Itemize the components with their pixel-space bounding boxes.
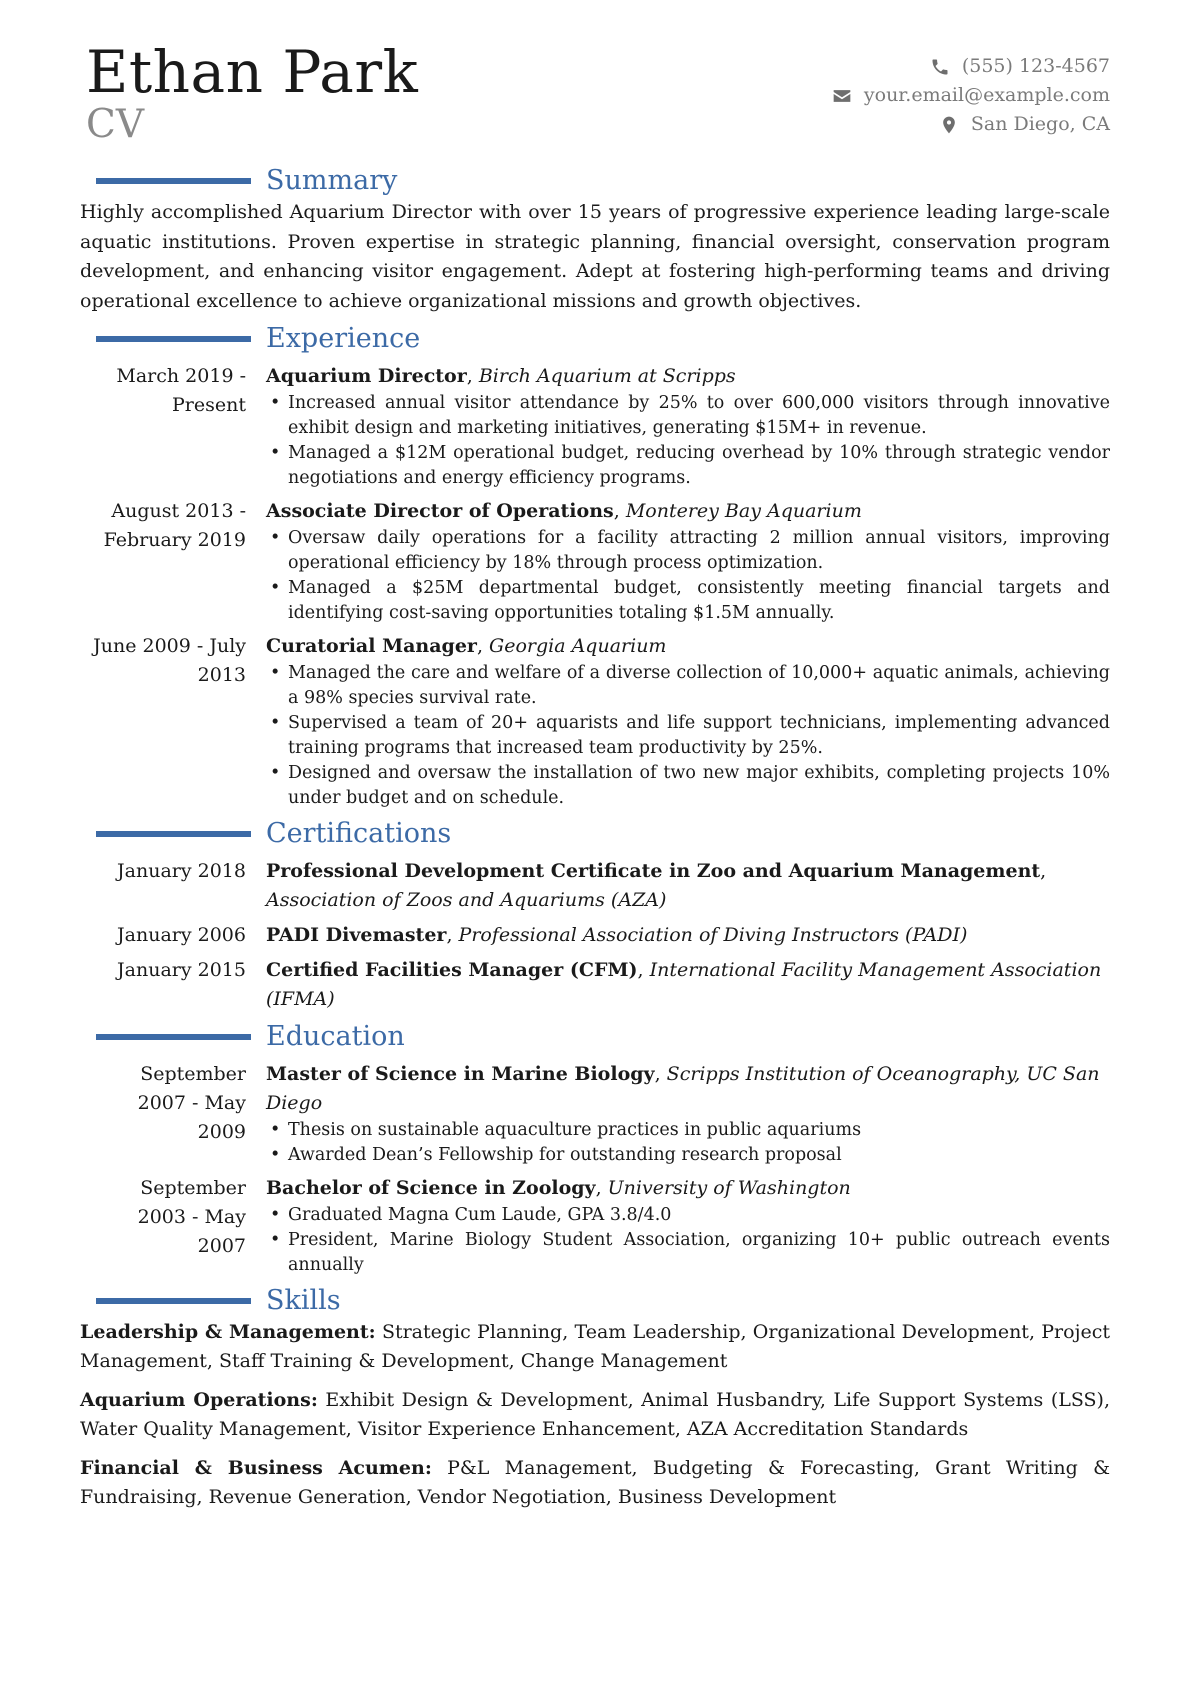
entry-date: January 2015 (117, 959, 246, 981)
contact-phone (832, 52, 1110, 81)
section-title: Certifications (266, 818, 452, 849)
section-header-experience (86, 322, 1110, 356)
contact-info (832, 52, 1110, 139)
cv-page (80, 38, 1111, 1522)
bullet-item: • Increased annual visitor attendance by 25% to over 600,000 visitors through innovative exhibit design and marketing initiatives, generating $15M+ in revenue. (266, 391, 1110, 441)
entry-body: Associate Director of Operations, Monterey Bay Aquarium • Oversaw daily operations for a facility attracting 2 million annual visitors, improving operational efficiency by 18% through process optimization. • Managed a $25M departmental budget, consistently meeting financial targets and identifying cost-saving opportunities totaling $1.5M annually. (266, 497, 1110, 626)
section-rule (96, 831, 251, 837)
entry-org: Georgia Aquarium (489, 635, 667, 657)
person-name: Ethan Park (86, 38, 419, 106)
bullet-item: • President, Marine Biology Student Association, organizing 10+ public outreach events annually (266, 1228, 1110, 1278)
section-title: Summary (266, 165, 398, 196)
entry-body: PADI Divemaster, Professional Association of Diving Instructors (PADI) (266, 924, 968, 946)
entry-body: Certified Facilities Manager (CFM), International Facility Management Association (IFMA) (266, 959, 1102, 1010)
bullet-item: • Managed a $12M operational budget, reducing overhead by 10% through strategic vendor negotiations and energy efficiency programs. (266, 441, 1110, 491)
entry-bullets (266, 1118, 1110, 1168)
section-rule (96, 336, 251, 342)
entry-date: September 2003 - May 2007 (137, 1177, 246, 1257)
entry-body: Aquarium Director, Birch Aquarium at Scripps • Increased annual visitor attendance by 25% to over 600,000 visitors through innovative exhibit design and marketing initiatives, generating $15M+ in revenue. • Managed a $12M operational budget, reducing overhead by 10% through strategic vendor negotiations and energy efficiency programs. (266, 362, 1110, 491)
section-header-skills (86, 1284, 1110, 1318)
skill-category: Aquarium Operations: (80, 1389, 318, 1411)
email-address[interactable]: your.email@example.com (863, 84, 1110, 106)
entry-title: Certified Facilities Manager (CFM) (266, 959, 638, 981)
section-header-education (86, 1020, 1110, 1054)
bullet-item: • Oversaw daily operations for a facility attracting 2 million annual visitors, improving operational efficiency by 18% through process optimization. (266, 526, 1110, 576)
section-title: Skills (266, 1285, 341, 1316)
section-header-certifications (86, 817, 1110, 851)
entry-title: Curatorial Manager (266, 635, 477, 657)
bullet-item: • Graduated Magna Cum Laude, GPA 3.8/4.0 (266, 1203, 1110, 1228)
entry-body: Curatorial Manager, Georgia Aquarium • Managed the care and welfare of a diverse collection of 10,000+ aquatic animals, achieving a 98% species survival rate. • Supervised a team of 20+ aquarists and life support technicians, implementing advanced training programs that increased team productivity by 25%. • Designed and oversaw the installation of two new major exhibits, completing projects 10% under budget and on schedule. (266, 632, 1110, 811)
entry-bullets (266, 1203, 1110, 1278)
cv-header (86, 40, 1110, 158)
skill-items: P&L Management, Budgeting & Forecasting, Grant Writing & Fundraising, Revenue Generation, Vendor Negotiation, Business Development (80, 1457, 1110, 1508)
contact-location (832, 110, 1110, 139)
education-entry (86, 1060, 1110, 1168)
experience-entry (86, 632, 1110, 811)
entry-title: Master of Science in Marine Biology (266, 1063, 655, 1085)
section-rule (96, 178, 251, 184)
section-rule (96, 1034, 251, 1040)
entry-org: Association of Zoos and Aquariums (AZA) (266, 889, 667, 911)
entry-org: Scripps Institution of Oceanography, UC San Diego (266, 1063, 1100, 1114)
skills-list (80, 1318, 1110, 1512)
entry-date: January 2018 (117, 860, 246, 882)
skill-group (80, 1454, 1110, 1512)
entry-org: Professional Association of Diving Instructors (PADI) (458, 924, 968, 946)
entry-title: PADI Divemaster (266, 924, 447, 946)
entry-date: June 2009 - July 2013 (93, 635, 246, 686)
bullet-item: • Supervised a team of 20+ aquarists and life support technicians, implementing advanced training programs that increased team productivity by 25%. (266, 711, 1110, 761)
experience-entry (86, 362, 1110, 491)
entry-title: Associate Director of Operations (266, 500, 614, 522)
entry-bullets (266, 391, 1110, 491)
entry-org: Monterey Bay Aquarium (625, 500, 862, 522)
skill-items: Strategic Planning, Team Leadership, Organizational Development, Project Management, Staff Training & Development, Change Management (80, 1321, 1110, 1372)
entry-date: September 2007 - May 2009 (137, 1063, 246, 1143)
entry-org: Birch Aquarium at Scripps (478, 365, 736, 387)
experience-entry (86, 497, 1110, 626)
certification-entry (86, 857, 1110, 915)
phone-icon (930, 57, 950, 77)
summary-text: Highly accomplished Aquarium Director with over 15 years of progressive experience leading large-scale aquatic institutions. Proven expertise in strategic planning, financial oversight, conservation program development, and enhancing visitor engagement. Adept at fostering high-performing teams and driving operational excellence to achieve organizational missions and growth objectives. (80, 201, 1110, 312)
bullet-item: • Designed and oversaw the installation of two new major exhibits, completing projects 10% under budget and on schedule. (266, 761, 1110, 811)
envelope-icon (832, 86, 852, 106)
entry-title: Aquarium Director (266, 365, 467, 387)
entry-title: Bachelor of Science in Zoology (266, 1177, 596, 1199)
bullet-item: • Thesis on sustainable aquaculture practices in public aquariums (266, 1118, 1110, 1143)
entry-body: Bachelor of Science in Zoology, University of Washington • Graduated Magna Cum Laude, GPA 3.8/4.0 • President, Marine Biology Student Association, organizing 10+ public outreach events annually (266, 1174, 1110, 1278)
section-title: Experience (266, 323, 421, 354)
entry-title: Professional Development Certificate in Zoo and Aquarium Management (266, 860, 1041, 882)
entry-date: March 2019 - Present (116, 365, 246, 416)
entry-org: International Facility Management Association (IFMA) (266, 959, 1102, 1010)
skill-category: Financial & Business Acumen: (80, 1457, 432, 1479)
entry-bullets (266, 661, 1110, 811)
phone-number[interactable]: (555) 123-4567 (961, 55, 1110, 77)
bullet-item: • Managed a $25M departmental budget, consistently meeting financial targets and identifying cost-saving opportunities totaling $1.5M annually. (266, 576, 1110, 626)
section-title: Education (266, 1021, 405, 1052)
map-pin-icon (939, 115, 959, 135)
bullet-item: • Managed the care and welfare of a diverse collection of 10,000+ aquatic animals, achieving a 98% species survival rate. (266, 661, 1110, 711)
education-entry (86, 1174, 1110, 1278)
entry-date: January 2006 (117, 924, 246, 946)
section-header-summary (86, 164, 1110, 198)
certification-entry (86, 921, 1110, 950)
location-text: San Diego, CA (970, 113, 1110, 135)
skill-category: Leadership & Management: (80, 1321, 376, 1343)
skill-group (80, 1318, 1110, 1376)
entry-bullets (266, 526, 1110, 626)
entry-org: University of Washington (607, 1177, 851, 1199)
section-rule (96, 1298, 251, 1304)
entry-date: August 2013 - February 2019 (103, 500, 246, 551)
entry-body: Master of Science in Marine Biology, Scripps Institution of Oceanography, UC San Diego • Thesis on sustainable aquaculture practices in public aquariums • Awarded Dean’s Fellowship for outstanding research proposal (266, 1060, 1110, 1168)
entry-body: Professional Development Certificate in Zoo and Aquarium Management, Association of Zoos and Aquariums (AZA) (266, 860, 1047, 911)
certification-entry (86, 956, 1110, 1014)
document-subtitle: CV (86, 102, 145, 147)
skill-group (80, 1386, 1110, 1444)
skill-items: Exhibit Design & Development, Animal Husbandry, Life Support Systems (LSS), Water Quality Management, Visitor Experience Enhancement, AZA Accreditation Standards (80, 1389, 1111, 1440)
contact-email (832, 81, 1110, 110)
bullet-item: • Awarded Dean’s Fellowship for outstanding research proposal (266, 1143, 1110, 1168)
